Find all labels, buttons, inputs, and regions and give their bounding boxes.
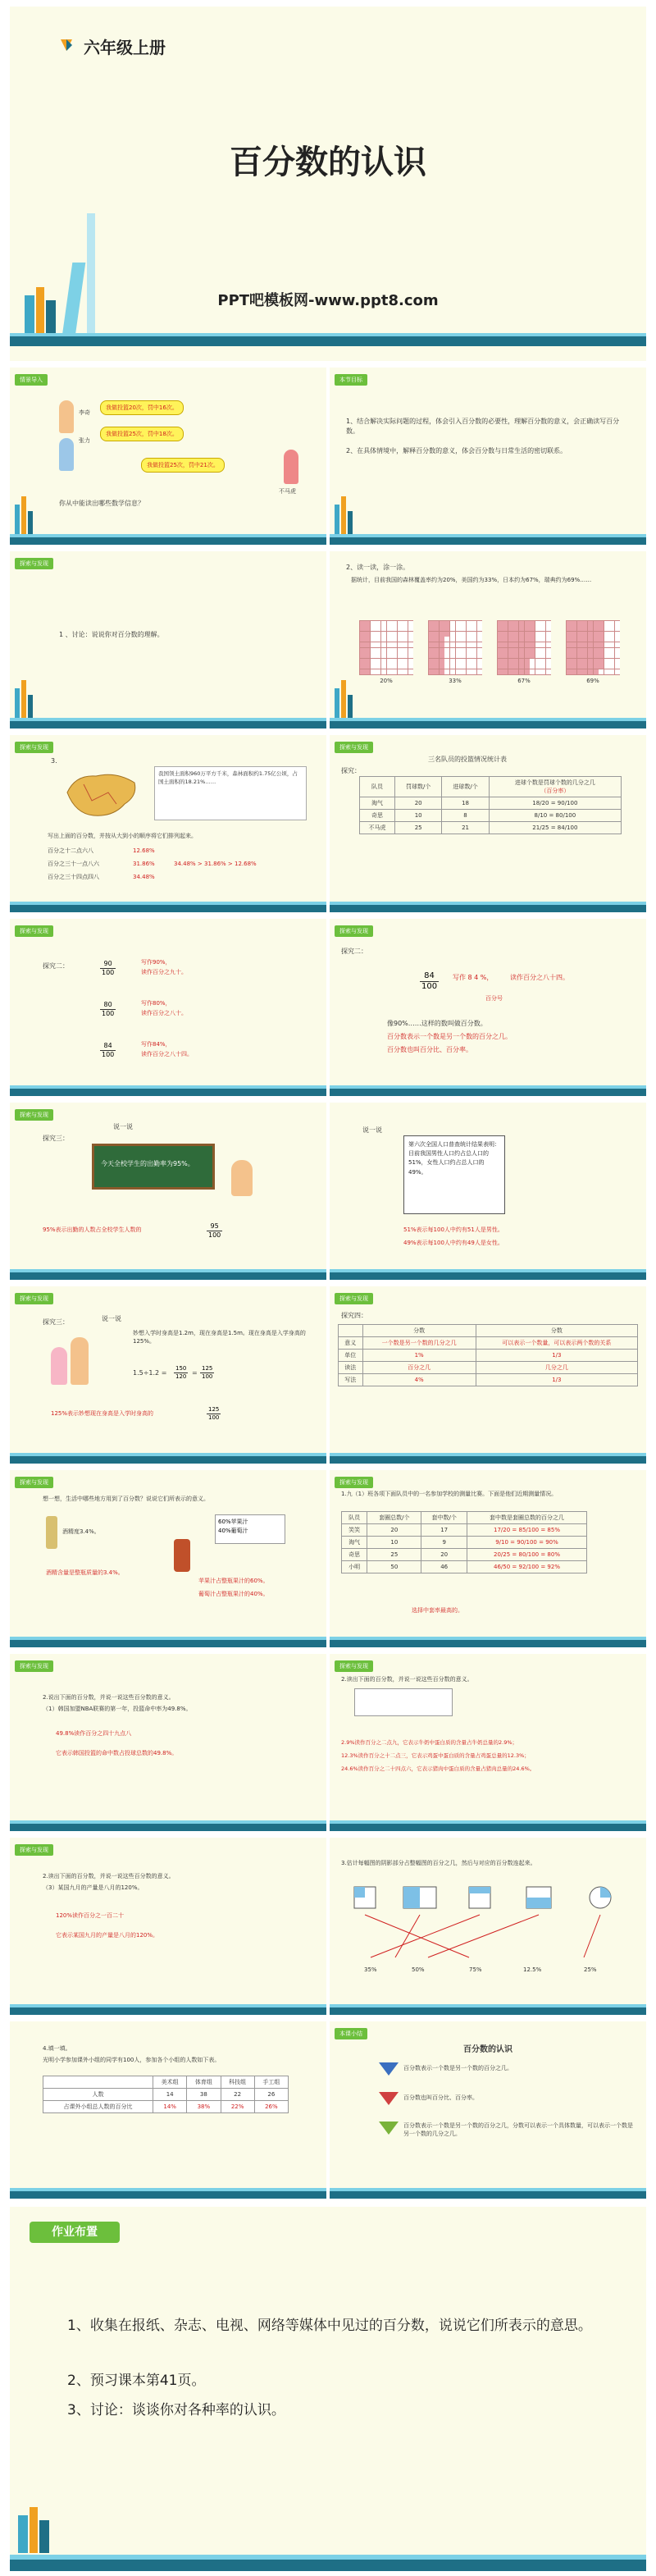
task-text: 3.估计每幅图的阴影部分占整幅图的百分之几，然后与对应的百分数连起来。 <box>341 1860 536 1866</box>
floor-bar <box>330 537 646 545</box>
answer-value: 34.48% <box>133 874 155 880</box>
slide-tag: 探索与发现 <box>15 1109 53 1121</box>
floor-bar <box>330 1456 646 1464</box>
homework-item: 3、讨论：谈谈你对各种率的认识。 <box>67 2402 285 2418</box>
slide-tag: 探索与发现 <box>15 558 53 569</box>
floor-bar <box>330 1824 646 1831</box>
summary-line: 百分数也叫百分比、百分率。 <box>403 2094 478 2101</box>
task-text: 光明小学参加课外小组的同学有100人，参加各个小组的人数如下表。 <box>43 2057 221 2063</box>
write-text: 写作 8 4 %， <box>453 974 494 981</box>
read-text: 读作百分之九十。 <box>141 969 187 975</box>
map-image <box>59 768 141 822</box>
floor-bar <box>10 1089 326 1096</box>
fraction: $\frac{125}{100}$ <box>208 1406 220 1421</box>
percent-option: 12.5% <box>523 1966 542 1973</box>
table-row: 奇思 25 20 20/25 = 80/100 = 80% <box>342 1549 587 1561</box>
fraction: $\frac{95}{100}$ <box>208 1222 221 1239</box>
answer-text: 它表示韩国投篮的命中数占投球总数的49.8%。 <box>56 1750 178 1756</box>
write-text: 写作80%， <box>141 1000 171 1007</box>
grid-row <box>359 620 630 694</box>
definition-line: 像90%……这样的数叫做百分数。 <box>387 1020 487 1027</box>
answer-text: 24.6%读作百分之二十四点六，它表示猪肉中蛋白质的含量占猪肉总量的24.6%。 <box>341 1765 535 1772</box>
kids-figure <box>51 1336 92 1385</box>
table-row: 淘气 10 9 9/10 = 90/100 = 90% <box>342 1537 587 1549</box>
floor-bar <box>10 1272 326 1280</box>
hundred-grid <box>428 620 482 684</box>
question-text: 你从中能读出哪些数学信息？ <box>59 500 144 507</box>
section-label: 探究二： <box>341 948 367 955</box>
table-header: 进球数/个 <box>442 777 489 797</box>
speaker-label: 不马虎 <box>279 488 296 495</box>
slide-tag: 情景导入 <box>15 374 48 386</box>
answer-text: 12.3%读作百分之十二点三，它表示鸡蛋中蛋白质的含量占鸡蛋总量的12.3%； <box>341 1752 530 1759</box>
slide-height <box>10 1286 326 1464</box>
slide-tag: 探索与发现 <box>15 1477 53 1488</box>
fraction: $\frac{90}{100}$ <box>102 960 115 976</box>
slide-tag: 探索与发现 <box>15 742 53 753</box>
explain-text: 葡萄汁占整瓶果汁的40%。 <box>198 1591 269 1597</box>
compare-table: 分数 分数 意义 一个数是另一个数的几分之几 可以表示一个数量，可以表示两个数的关系 单位 1% 1/3 读法 百分之几 几分之几 写法 4% 1/3 <box>338 1324 638 1386</box>
section-heading: 说一说 <box>362 1126 382 1134</box>
slide-tag: 本课小结 <box>335 2028 367 2039</box>
summary-title: 百分数的认识 <box>463 2045 512 2054</box>
task-text: 2.读出下面的百分数，并说一说这些百分数的意义。 <box>341 1676 473 1683</box>
table-row: 笑笑 20 17 17/20 = 85/100 = 85% <box>342 1524 587 1537</box>
grid-label: 33% <box>449 677 462 684</box>
write-text: 写作84%， <box>141 1041 171 1048</box>
answer-label: 百分之三十四点四八 <box>48 874 99 880</box>
floor-bar <box>330 721 646 728</box>
homework-tag: 作业布置 <box>30 2222 120 2243</box>
note-text: 选择中套率最高的。 <box>412 1607 463 1614</box>
info-text: 我国领土面积960万平方千米，森林面积约1.75亿公顷，占国土面积的18.21%…… <box>158 770 298 785</box>
speaker-label: 李奇 <box>79 409 90 416</box>
bottle-icon <box>46 1516 57 1549</box>
explain-line: 51%表示每100人中约有51人是男性。 <box>403 1226 503 1233</box>
fraction: $\frac{84}{100}$ <box>102 1042 115 1058</box>
table-row: 意义 一个数是另一个数的几分之几 可以表示一个数量，可以表示两个数的关系 <box>339 1337 638 1350</box>
logo-icon <box>59 38 74 53</box>
slide-tag: 探索与发现 <box>15 1293 53 1304</box>
slide-census <box>330 1103 646 1280</box>
table-row: 人数 14 38 22 26 <box>43 2089 289 2101</box>
answer-text: 2.9%读作百分之二点九，它表示牛奶中蛋白质的含量占牛奶总量的2.9%； <box>341 1739 518 1746</box>
floor-bar <box>10 1824 326 1831</box>
slide-tag: 探索与发现 <box>335 1293 373 1304</box>
problem-text: 妙想入学时身高是1.2m，现在身高是1.5m。现在身高是入学身高的125%。 <box>133 1330 306 1345</box>
slide-summary <box>330 2021 646 2199</box>
homework-item: 1、收集在报纸、杂志、电视、网络等媒体中见过的百分数，说说它们所表示的意思。 <box>67 2318 592 2334</box>
slide-attendance <box>10 1103 326 1280</box>
floor-bar <box>10 1640 326 1647</box>
stats-table <box>359 776 622 834</box>
table-row: 写法 4% 1/3 <box>339 1374 638 1386</box>
slide-map <box>10 735 326 912</box>
fraction: $\frac{84}{100}$ <box>421 971 438 991</box>
speech-bubble: 我做投篮25次，罚中18次。 <box>100 427 184 441</box>
section-heading: 说一说 <box>113 1123 133 1130</box>
table-row: 淘气 20 18 18/20 = 90/100 <box>360 797 622 810</box>
info-card <box>154 766 307 820</box>
child-figure <box>284 450 298 484</box>
floor-bar <box>330 1640 646 1647</box>
matching-figure <box>346 1882 633 1972</box>
blackboard <box>92 1144 215 1190</box>
practice-table: 队员 套圈总数/个 套中数/个 套中数是套圈总数的百分之几 笑笑 20 17 17/20 = 85/100 = 85% 淘气 10 9 9/10 = 90/100 = 90% 奇思 25 20 20/25 = 80/100 = 80% 小明 50 46 46/50 = 92/100 = 92% <box>341 1511 587 1573</box>
answer-text: 120%读作百分之一百二十 <box>56 1912 125 1919</box>
hundred-grid <box>497 620 551 684</box>
grade-label: 六年级上册 <box>84 38 166 57</box>
slide-table <box>330 735 646 912</box>
task-text: 2.读出下面的百分数，并说一说这些百分数的意义。 <box>43 1873 175 1879</box>
nutrition-card <box>354 1688 453 1716</box>
task-title: 4.填一填。 <box>43 2045 71 2052</box>
table-row: 奇思 10 8 8/10 = 80/100 <box>360 810 622 822</box>
floor-bar <box>10 2560 646 2571</box>
fraction: $\frac{80}{100}$ <box>102 1001 115 1017</box>
label-box: 60%苹果汁 40%葡萄汁 <box>215 1514 285 1544</box>
arrow-icon <box>379 2092 399 2105</box>
slide-tag: 探索与发现 <box>335 1660 373 1672</box>
task-text: （1）韩国加盟NBA联赛的第一年，投篮命中率为49.8%。 <box>43 1706 192 1712</box>
read-text: 读作百分之八十四。 <box>510 974 569 981</box>
answer-text: 它表示某国九月的产量是八月的120%。 <box>56 1932 159 1939</box>
definition-line: 百分数表示一个数是另一个数的百分之几。 <box>387 1033 512 1040</box>
floor-bar <box>330 2007 646 2015</box>
floor-bar <box>330 2191 646 2199</box>
definition-line: 百分数也叫百分比、百分率。 <box>387 1046 472 1053</box>
slide-practice1 <box>330 1470 646 1647</box>
slide-practice2c <box>10 1838 326 2015</box>
slide-scenario <box>10 368 326 545</box>
answer-value: 12.68% <box>133 847 155 854</box>
summary-line: 百分数表示一个数是另一个数的百分之几。 <box>403 2065 512 2071</box>
explain-text: 125%表示妙想现在身高是入学时身高的 <box>51 1410 154 1417</box>
decor-books <box>335 496 359 537</box>
grid-label: 20% <box>380 677 393 684</box>
section-label: 探究三： <box>43 1135 69 1142</box>
homework-item: 2、预习课本第41页。 <box>67 2373 206 2389</box>
slide-homework <box>10 2207 646 2571</box>
hundred-grid <box>359 620 413 684</box>
table-row: 不马虎 25 21 21/25 = 84/100 <box>360 822 622 834</box>
task-text: （3）某国九月的产量是八月的120%。 <box>43 1884 144 1891</box>
task-text: 写出上面的百分数，并按从大到小的顺序将它们排列起来。 <box>48 833 197 839</box>
slide-discuss <box>10 551 326 728</box>
equals-sign: = <box>192 1369 198 1377</box>
explain-line: 49%表示每100人中约有49人是女性。 <box>403 1240 503 1246</box>
speech-bubble: 我做投篮25次，罚中21次。 <box>141 458 225 473</box>
speaker-label: 张力 <box>79 437 90 444</box>
slide-estimate <box>330 1838 646 2015</box>
floor-bar <box>10 336 646 346</box>
floor-bar <box>330 1272 646 1280</box>
percent-option: 25% <box>584 1966 597 1973</box>
decor-pillar <box>87 213 95 336</box>
slide-tag: 探索与发现 <box>335 1477 373 1488</box>
arrow-icon <box>379 2062 399 2076</box>
floor-bar <box>10 905 326 912</box>
table-row: 小明 50 46 46/50 = 92/100 = 92% <box>342 1561 587 1573</box>
grid-label: 67% <box>517 677 531 684</box>
goal-line: 2、在具体情境中，解释百分数的意义，体会百分数与日常生活的密切联系。 <box>346 447 567 454</box>
decor-books <box>15 496 39 537</box>
juice-bottle-icon <box>174 1539 190 1572</box>
board-text: 今天全校学生的出勤率为95%。 <box>101 1160 194 1167</box>
slide-life <box>10 1470 326 1647</box>
slide-practice2a <box>10 1654 326 1831</box>
lesson-title: 百分数的认识 <box>230 144 426 181</box>
equation-text: 1.5÷1.2 = <box>133 1369 167 1377</box>
table-row: 单位 1% 1/3 <box>339 1350 638 1362</box>
news-card <box>403 1135 505 1214</box>
decor-books <box>15 680 39 721</box>
answer-value: 31.86% <box>133 861 155 867</box>
slide-fill <box>10 2021 326 2199</box>
decor-books <box>18 2507 51 2553</box>
floor-bar <box>10 2191 326 2199</box>
read-text: 读作百分之八十四。 <box>141 1051 193 1057</box>
section-label: 探究二： <box>43 962 69 970</box>
percent-option: 50% <box>412 1966 425 1973</box>
task-title: 2、读一读，涂一涂。 <box>346 564 410 571</box>
discuss-text: 1 、讨论：说说你对百分数的理解。 <box>59 631 164 638</box>
slide-tag: 本节目标 <box>335 374 367 386</box>
table-row: 读法 百分之几 几分之几 <box>339 1362 638 1374</box>
percent-option: 75% <box>469 1966 482 1973</box>
floor-bar <box>10 721 326 728</box>
table-header: 队员 <box>360 777 395 797</box>
answer-label: 百分之三十一点八六 <box>48 861 99 867</box>
sign-label: 百分号 <box>485 995 503 1002</box>
answer-order: 34.48% > 31.86% > 12.68% <box>174 861 257 867</box>
decor-books <box>335 680 359 721</box>
fraction: $\frac{125}{100}$ <box>202 1365 213 1380</box>
student-figure <box>231 1160 253 1196</box>
prompt-text: 想一想，生活中哪些地方用到了百分数？说说它们所表示的意义。 <box>43 1496 209 1502</box>
explain-text: 酒精含量是整瓶质量的3.4%。 <box>46 1569 124 1576</box>
slide-explore2 <box>10 919 326 1096</box>
table-row: 占课外小组总人数的百分比 14% 38% 22% 26% <box>43 2101 289 2113</box>
child-figure <box>59 438 74 471</box>
table-header: 进球个数是罚球个数的几分之几 （百分率） <box>489 777 621 797</box>
site-label: PPT吧模板网-www.ppt8.com <box>217 292 439 309</box>
table-header: 罚球数/个 <box>395 777 442 797</box>
task-text: 据统计，目前我国的森林覆盖率约为20%，美国约为33%，日本约为67%，瑞典约为69%…… <box>351 577 592 583</box>
slide-goals <box>330 368 646 545</box>
task-number: 3. <box>51 757 57 765</box>
task-text: 1.九（1）班各项下面队员中的一名参加学校的测量比赛。下面是他们近期测量情况。 <box>341 1491 558 1497</box>
answer-text: 49.8%读作百分之四十九点八 <box>56 1730 132 1737</box>
answer-label: 百分之十二点六八 <box>48 847 93 854</box>
slide-tag: 探索与发现 <box>335 742 373 753</box>
label-text: 酒精度3.4%。 <box>62 1528 100 1535</box>
decor-books <box>25 287 57 336</box>
explain-text: 苹果汁占整瓶果汁的60%。 <box>198 1578 269 1584</box>
read-text: 读作百分之八十。 <box>141 1010 187 1016</box>
news-text: 第六次全国人口普查统计结果表明：目前我国男性人口约占总人口的51%，女性人口约占总人口的49%。 <box>408 1141 500 1176</box>
task-text: 2.说出下面的百分数，并说一说这些百分数的意义。 <box>43 1694 175 1701</box>
hundred-grid <box>566 620 620 684</box>
speech-bubble: 我做投篮20次，罚中16次。 <box>100 400 184 415</box>
slide-tag: 探索与发现 <box>15 925 53 937</box>
write-text: 写作90%， <box>141 959 171 966</box>
slide-tag: 探索与发现 <box>15 1844 53 1856</box>
section-label: 探究三： <box>43 1318 69 1326</box>
slide-grids <box>330 551 646 728</box>
slide-tag: 探索与发现 <box>15 1660 53 1672</box>
explain-text: 95%表示出勤的人数占全校学生人数的 <box>43 1226 142 1233</box>
section-label: 探究四： <box>341 1312 367 1319</box>
summary-line: 百分数表示一个数是另一个数的百分之几，分数可以表示一个具体数量，可以表示一个数是另一个数的几分之几。 <box>403 2122 633 2138</box>
title-slide <box>10 7 646 361</box>
slide-compare <box>330 1286 646 1464</box>
fill-table: 美术组 体育组 科技组 手工组 人数 14 38 22 26 占课外小组总人数的百分比 14% 38% 22% 26% <box>43 2076 289 2113</box>
section-label: 探究： <box>341 767 361 774</box>
slide-tag: 探索与发现 <box>335 925 373 937</box>
section-heading: 说一说 <box>102 1315 121 1322</box>
goal-line: 1、结合解决实际问题的过程，体会引入百分数的必要性，理解百分数的意义，会正确读写百分数。 <box>346 418 620 435</box>
percent-option: 35% <box>364 1966 377 1973</box>
floor-bar <box>330 1089 646 1096</box>
floor-bar <box>10 2007 326 2015</box>
fraction: $\frac{150}{120}$ <box>175 1365 187 1380</box>
slide-practice2b <box>330 1654 646 1831</box>
arrow-icon <box>379 2122 399 2135</box>
slide-definition <box>330 919 646 1096</box>
table-title: 三名队员的投篮情况统计表 <box>428 756 507 763</box>
floor-bar <box>10 1456 326 1464</box>
floor-bar <box>10 537 326 545</box>
floor-bar <box>330 905 646 912</box>
grid-label: 69% <box>586 677 599 684</box>
child-figure <box>59 400 74 433</box>
